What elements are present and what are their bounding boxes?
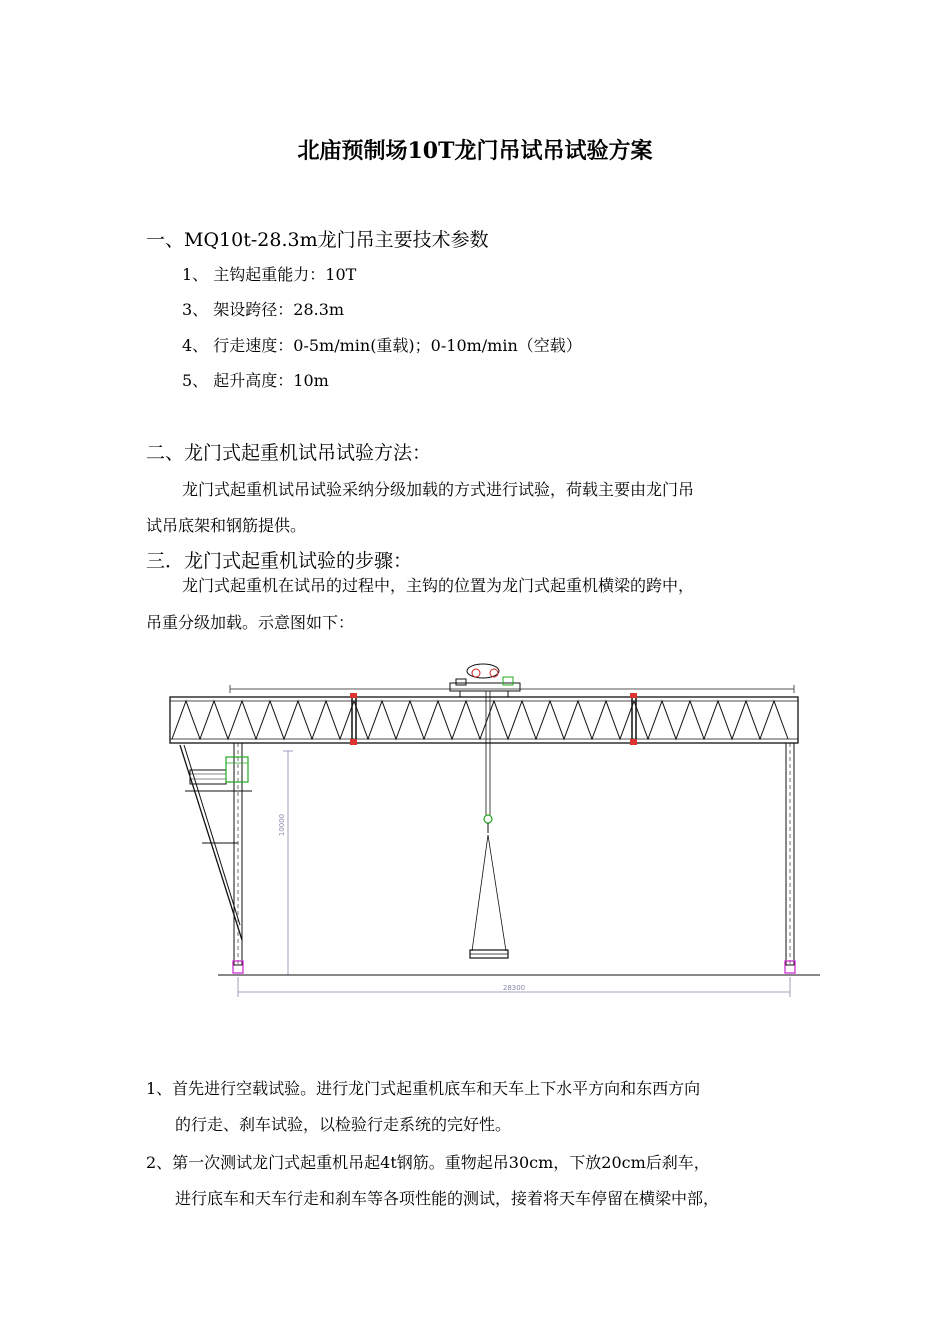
height-dimension [278, 751, 293, 975]
step-2-line-2: 进行底车和天车行走和刹车等各项性能的测试，接着将天车停留在横梁中部， [175, 1189, 720, 1208]
section3-paragraph: 龙门式起重机在试吊的过程中，主钩的位置为龙门式起重机横梁的跨中， [182, 576, 695, 595]
right-leg [785, 743, 795, 973]
section2-paragraph: 龙门式起重机试吊试验采纳分级加载的方式进行试验，荷载主要由龙门吊 [182, 480, 695, 499]
section1-heading: 一、MQ10t-28.3m龙门吊主要技术参数 [146, 229, 489, 251]
hook-and-load [470, 691, 508, 958]
page-title: 北庙预制场10T龙门吊试吊试验方案 [297, 138, 653, 164]
trolley [450, 664, 520, 697]
param-item: 5、 起升高度：10m [182, 371, 329, 390]
param-item: 4、 行走速度：0-5m/min(重载)；0-10m/min（空载） [182, 336, 582, 355]
step-2-line-1: 2、第一次测试龙门式起重机吊起4t钢筋。重物起吊30cm，下放20cm后刹车， [146, 1153, 710, 1172]
section3-paragraph-cont: 吊重分级加载。示意图如下： [146, 613, 355, 632]
step-1-line-1: 1、首先进行空载试验。进行龙门式起重机底车和天车上下水平方向和东西方向 [146, 1079, 701, 1098]
gantry-crane-diagram [160, 655, 825, 1000]
section2-paragraph-cont: 试吊底架和钢筋提供。 [146, 516, 307, 535]
left-leg [180, 743, 243, 973]
span-dimension [238, 977, 790, 997]
height-dimension-label: 10000 [278, 813, 286, 837]
step-1-line-2: 的行走、刹车试验，以检验行走系统的完好性。 [175, 1115, 512, 1134]
span-dimension-label: 28300 [502, 984, 526, 992]
section2-heading: 二、龙门式起重机试吊试验方法： [146, 442, 432, 464]
param-item: 3、 架设跨径：28.3m [182, 300, 345, 319]
main-girder-truss [170, 693, 798, 745]
param-item: 1、 主钩起重能力：10T [182, 265, 357, 284]
section3-heading: 三．龙门式起重机试验的步骤： [146, 550, 413, 572]
